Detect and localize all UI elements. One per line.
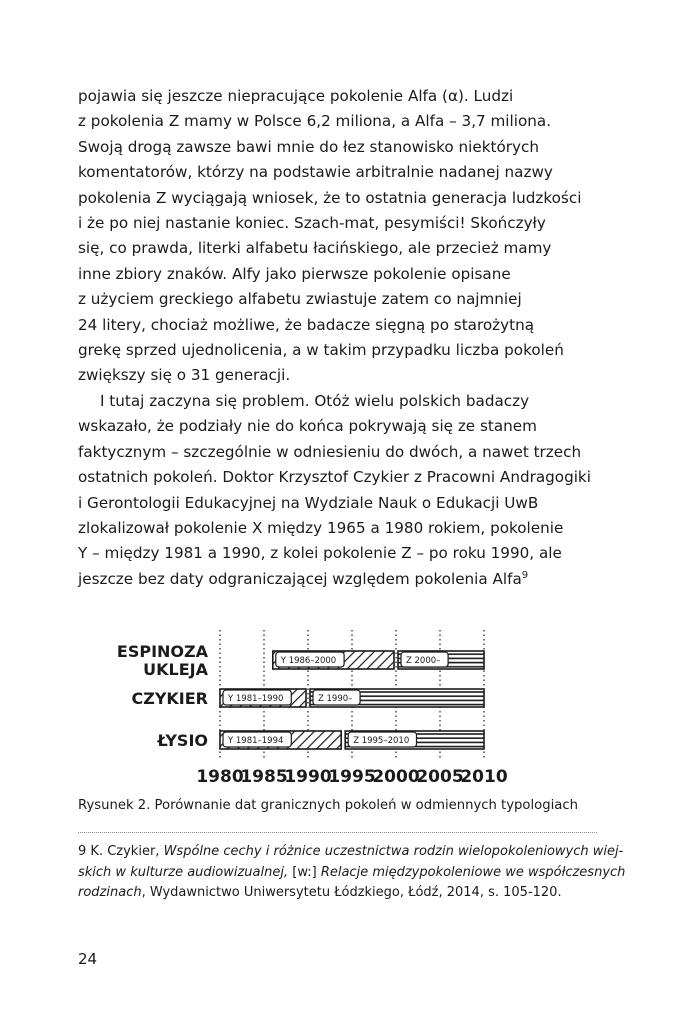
footnote-ref[interactable]: 9 xyxy=(521,569,529,581)
x-tick-label: 1985 xyxy=(240,767,288,787)
footnote-publisher: , Wydawnictwo Uniwersytetu Łódzkiego, Łódź, 2014, s. 105-120. xyxy=(141,885,562,900)
text-line: komentatorów, którzy na podstawie arbitralnie nadanej nazwy xyxy=(78,163,553,182)
text-line: się, co prawda, literki alfabetu łacińskiego, ale przecież mamy xyxy=(78,239,552,258)
text-line: pokolenia Z wyciągają wniosek, że to ostatnia generacja ludzkości xyxy=(78,188,582,207)
segment-label: Y 1986–2000 xyxy=(280,656,337,666)
footnote-line-3 xyxy=(78,883,608,904)
footnote-divider xyxy=(78,832,597,833)
footnote-book-1: Relacje międzypokoleniowe we współczesnych xyxy=(320,864,626,880)
row-label: ESPINOZA xyxy=(116,642,208,661)
x-tick-label: 2010 xyxy=(460,767,508,787)
text-line: ostatnich pokoleń. Doktor Krzysztof Czykier z Pracowni Andragogiki xyxy=(78,468,591,487)
paragraph-1 xyxy=(78,84,618,389)
text-line: Y – między 1981 a 1990, z kolei pokolenie Z – po roku 1990, ale xyxy=(78,544,562,563)
x-tick-label: 1995 xyxy=(328,767,376,787)
x-tick-label: 1990 xyxy=(284,767,332,787)
text-line: z pokolenia Z mamy w Polsce 6,2 miliona, a Alfa – 3,7 miliona. xyxy=(78,112,552,131)
segment-label: Y 1981–1994 xyxy=(228,736,284,746)
body-text xyxy=(78,84,618,592)
text-line: grekę sprzed ujednolicenia, a w takim przypadku liczba pokoleń xyxy=(78,341,564,360)
text-line: zlokalizował pokolenie X między 1965 a 1980 rokiem, pokolenie xyxy=(78,518,564,537)
text-line: faktycznym – szczególnie w odniesieniu do dwóch, a nawet trzech xyxy=(78,442,582,461)
footnote-title-1: Wspólne cechy i różnice uczestnictwa rodzin wielopokoleniowych wiej- xyxy=(163,844,624,859)
row-label: CZYKIER xyxy=(131,689,208,708)
text-line: I tutaj zaczyna się problem. Otóż wielu polskich badaczy xyxy=(100,391,530,410)
text-line: pojawia się jeszcze niepracujące pokolenie Alfa (α). Ludzi xyxy=(78,87,514,105)
x-tick-label: 1980 xyxy=(196,767,244,787)
footnote-line-2 xyxy=(78,863,626,884)
segment-label: Z 1990– xyxy=(318,694,353,704)
x-tick-label: 2005 xyxy=(416,767,464,787)
segment-label: Z 2000– xyxy=(406,656,441,666)
chart-svg xyxy=(110,628,510,788)
text-line: inne zbiory znaków. Alfy jako pierwsze pokolenie opisane xyxy=(78,264,511,283)
footnote-number: 9 xyxy=(78,844,87,859)
footnote xyxy=(78,842,626,904)
page-number: 24 xyxy=(78,950,98,968)
text-line: wskazało, że podziały nie do końca pokrywają się ze stanem xyxy=(78,417,537,436)
text-line: z użyciem greckiego alfabetu zwiastuje zatem co najmniej xyxy=(78,290,522,309)
row-label: ŁYSIO xyxy=(157,731,208,750)
footnote-book-2: rodzinach xyxy=(78,885,142,900)
row-label: UKLEJA xyxy=(143,660,208,679)
text-line: 24 litery, chociaż możliwe, że badacze sięgną po starożytną xyxy=(78,315,535,334)
last-line-text: jeszcze bez daty odgraniczającej względem pokolenia Alfa xyxy=(78,569,522,588)
footnote-line-1 xyxy=(78,842,624,863)
x-tick-label: 2000 xyxy=(372,767,420,787)
text-line: Swoją drogą zawsze bawi mnie do łez stanowisko niektórych xyxy=(78,137,539,156)
text-line: i że po niej nastanie koniec. Szach-mat, pesymiści! Skończyły xyxy=(78,214,546,233)
text-line: i Gerontologii Edukacyjnej na Wydziale Nauk o Edukacji UwB xyxy=(78,493,539,512)
footnote-author: K. Czykier, xyxy=(90,844,164,859)
generation-chart xyxy=(110,628,510,788)
paragraph-2 xyxy=(78,389,618,567)
footnote-title-2: skich w kulturze audiowizualnej, xyxy=(78,864,289,880)
segment-label: Z 1995–2010 xyxy=(353,736,410,746)
text-line: zwiększy się o 31 generacji. xyxy=(78,366,291,385)
paragraph-2-last-line xyxy=(78,567,618,592)
footnote-in: [w:] xyxy=(288,864,321,880)
figure-caption: Rysunek 2. Porównanie dat granicznych pokoleń w odmiennych typologiach xyxy=(78,798,578,813)
segment-label: Y 1981–1990 xyxy=(228,694,284,704)
